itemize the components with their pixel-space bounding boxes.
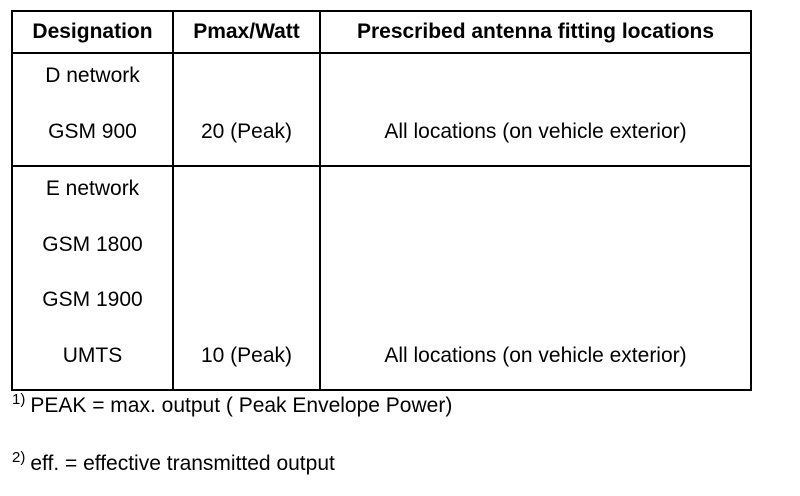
designation-cell [12, 166, 173, 390]
designation-line: E network [45, 177, 140, 200]
footnote-marker: 1) [12, 391, 26, 408]
designation-cell [12, 53, 173, 166]
designation-line: GSM 1800 [42, 232, 143, 256]
pmax-cell [173, 53, 320, 166]
locations-value: All locations (on vehicle exterior) [384, 343, 687, 367]
footnote-text: PEAK = max. output ( Peak Envelope Power) [30, 394, 453, 417]
locations-value: All locations (on vehicle exterior) [384, 119, 687, 143]
footnote-peak [12, 391, 453, 418]
designation-line: UMTS [62, 343, 123, 367]
pmax-value: 10 (Peak) [200, 343, 293, 367]
table-row [12, 53, 751, 166]
pmax-cell [173, 166, 320, 390]
table-header-row [12, 11, 751, 53]
designation-line: GSM 1900 [42, 288, 143, 311]
designation-line: D network [45, 64, 140, 87]
table-row [12, 166, 751, 390]
antenna-spec-table [11, 10, 752, 391]
locations-cell [320, 53, 751, 166]
header-locations: Prescribed antenna fitting locations [320, 11, 751, 53]
pmax-value: 20 (Peak) [200, 119, 293, 143]
designation-line: GSM 900 [48, 119, 137, 143]
header-pmax: Pmax/Watt [173, 11, 320, 53]
locations-cell [320, 166, 751, 390]
footnote-marker: 2) [12, 449, 26, 466]
footnote-text: eff. = effective transmitted output [30, 452, 335, 475]
footnote-eff [12, 449, 335, 476]
header-designation: Designation [12, 11, 173, 53]
